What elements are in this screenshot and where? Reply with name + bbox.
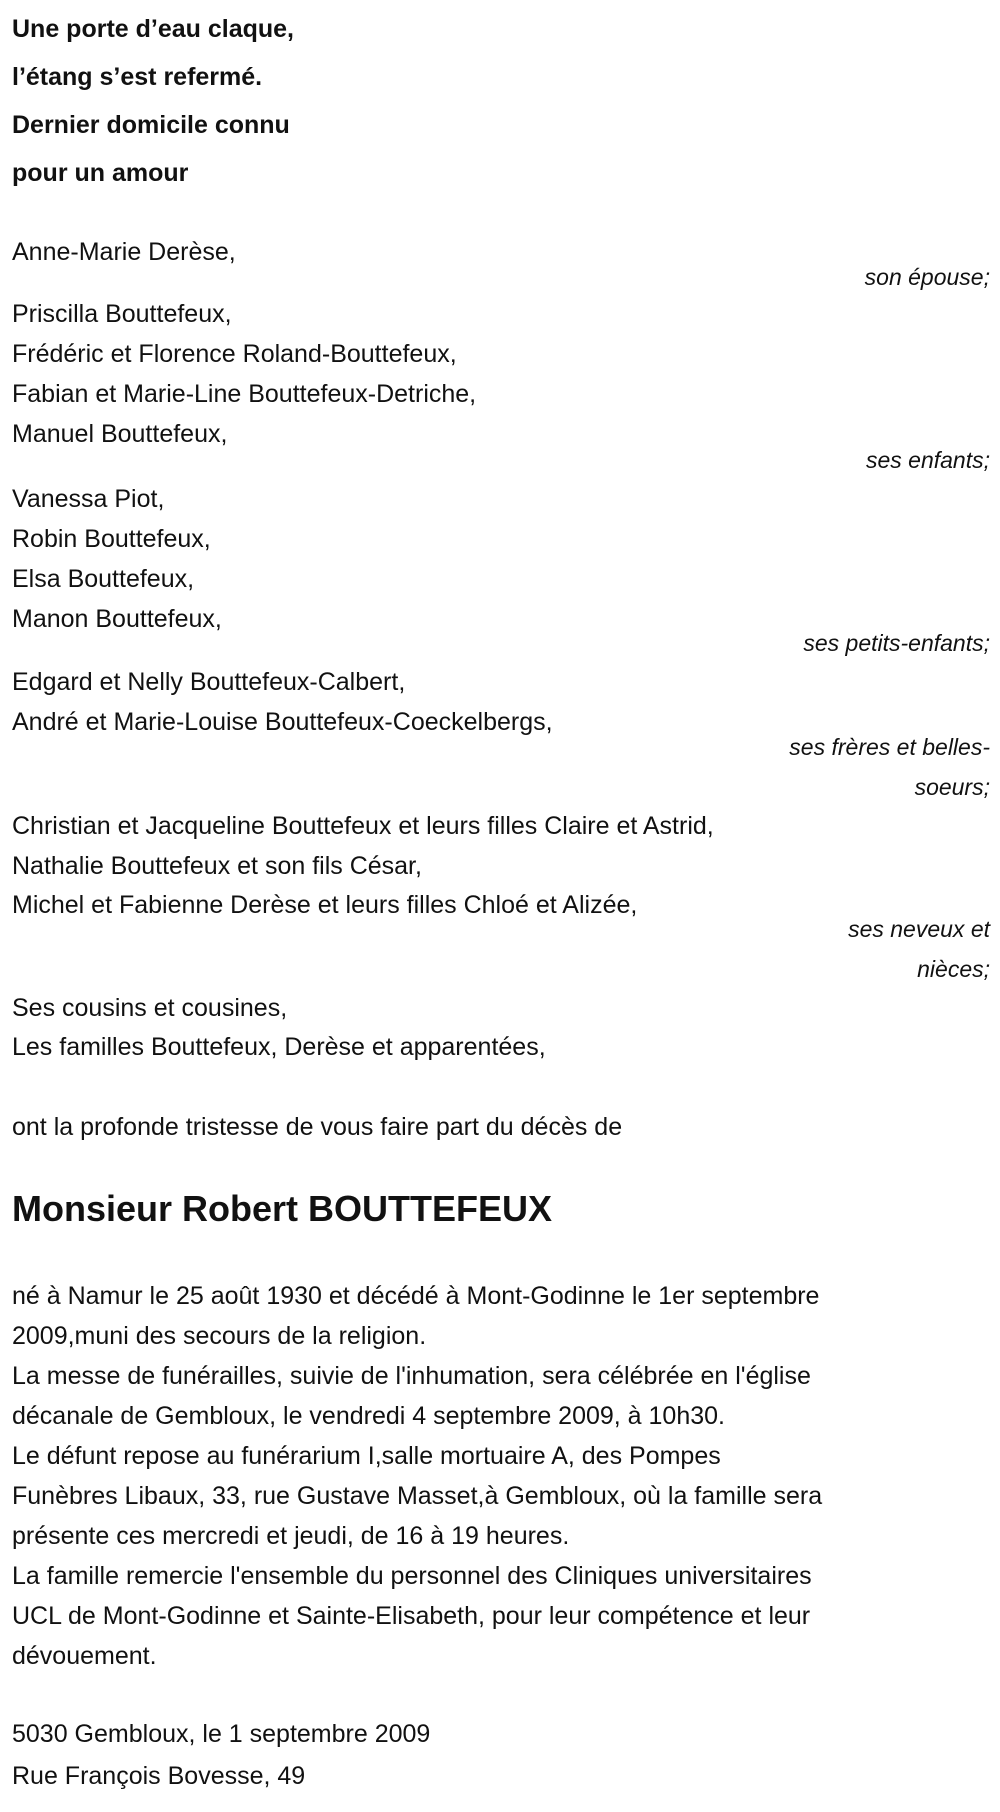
details-line: dévouement. <box>12 1642 157 1670</box>
family-name: Priscilla Bouttefeux, <box>12 300 232 328</box>
deceased-name: Monsieur Robert BOUTTEFEUX <box>12 1188 553 1229</box>
details-line: décanale de Gembloux, le vendredi 4 septembre 2009, à 10h30. <box>12 1402 725 1430</box>
details-line: La famille remercie l'ensemble du personnel des Cliniques universitaires <box>12 1562 812 1590</box>
details-line: UCL de Mont-Godinne et Sainte-Elisabeth, pour leur compétence et leur <box>12 1602 811 1630</box>
details-line: 2009,muni des secours de la religion. <box>12 1322 427 1350</box>
relation-label: ses enfants; <box>865 447 990 473</box>
announcement: ont la profonde tristesse de vous faire part du décès de <box>12 1113 623 1141</box>
family-name: Frédéric et Florence Roland-Bouttefeux, <box>12 340 457 368</box>
details-line: Le défunt repose au funérarium I,salle mortuaire A, des Pompes <box>12 1442 721 1470</box>
family-name: Anne-Marie Derèse, <box>12 238 236 266</box>
details-line: La messe de funérailles, suivie de l'inhumation, sera célébrée en l'église <box>12 1362 811 1390</box>
poem-line: Une porte d’eau claque, <box>12 15 295 43</box>
family-name: André et Marie-Louise Bouttefeux-Coeckelbergs, <box>12 708 553 736</box>
address-line: Rue François Bovesse, 49 <box>12 1762 306 1790</box>
poem-line: l’étang s’est refermé. <box>12 63 263 91</box>
family-name: Manuel Bouttefeux, <box>12 420 228 448</box>
family-name: Fabian et Marie-Line Bouttefeux-Detriche, <box>12 380 477 408</box>
relation-label: nièces; <box>917 956 990 982</box>
relation-label: ses neveux et <box>848 916 990 942</box>
details-line: Funèbres Libaux, 33, rue Gustave Masset,à Gembloux, où la famille sera <box>12 1482 823 1510</box>
family-name: Christian et Jacqueline Bouttefeux et leurs filles Claire et Astrid, <box>12 812 714 840</box>
relation-label: son épouse; <box>864 264 990 290</box>
family-name: Nathalie Bouttefeux et son fils César, <box>12 852 422 880</box>
family-name: Ses cousins et cousines, <box>12 994 288 1022</box>
family-name: Michel et Fabienne Derèse et leurs filles Chloé et Alizée, <box>12 891 638 919</box>
relation-label: soeurs; <box>914 774 990 800</box>
family-name: Manon Bouttefeux, <box>12 605 222 633</box>
address-line: 5030 Gembloux, le 1 septembre 2009 <box>12 1720 431 1748</box>
family-name: Robin Bouttefeux, <box>12 525 211 553</box>
family-name: Elsa Bouttefeux, <box>12 565 195 593</box>
family-name: Edgard et Nelly Bouttefeux-Calbert, <box>12 668 406 696</box>
details-line: présente ces mercredi et jeudi, de 16 à 19 heures. <box>12 1522 570 1550</box>
family-name: Vanessa Piot, <box>12 485 165 513</box>
relation-label: ses petits-enfants; <box>803 630 990 656</box>
family-name: Les familles Bouttefeux, Derèse et apparentées, <box>12 1033 546 1061</box>
details-line: né à Namur le 25 août 1930 et décédé à Mont-Godinne le 1er septembre <box>12 1282 820 1310</box>
poem-line: pour un amour <box>12 159 189 187</box>
poem-line: Dernier domicile connu <box>12 111 290 139</box>
relation-label: ses frères et belles- <box>789 734 990 760</box>
